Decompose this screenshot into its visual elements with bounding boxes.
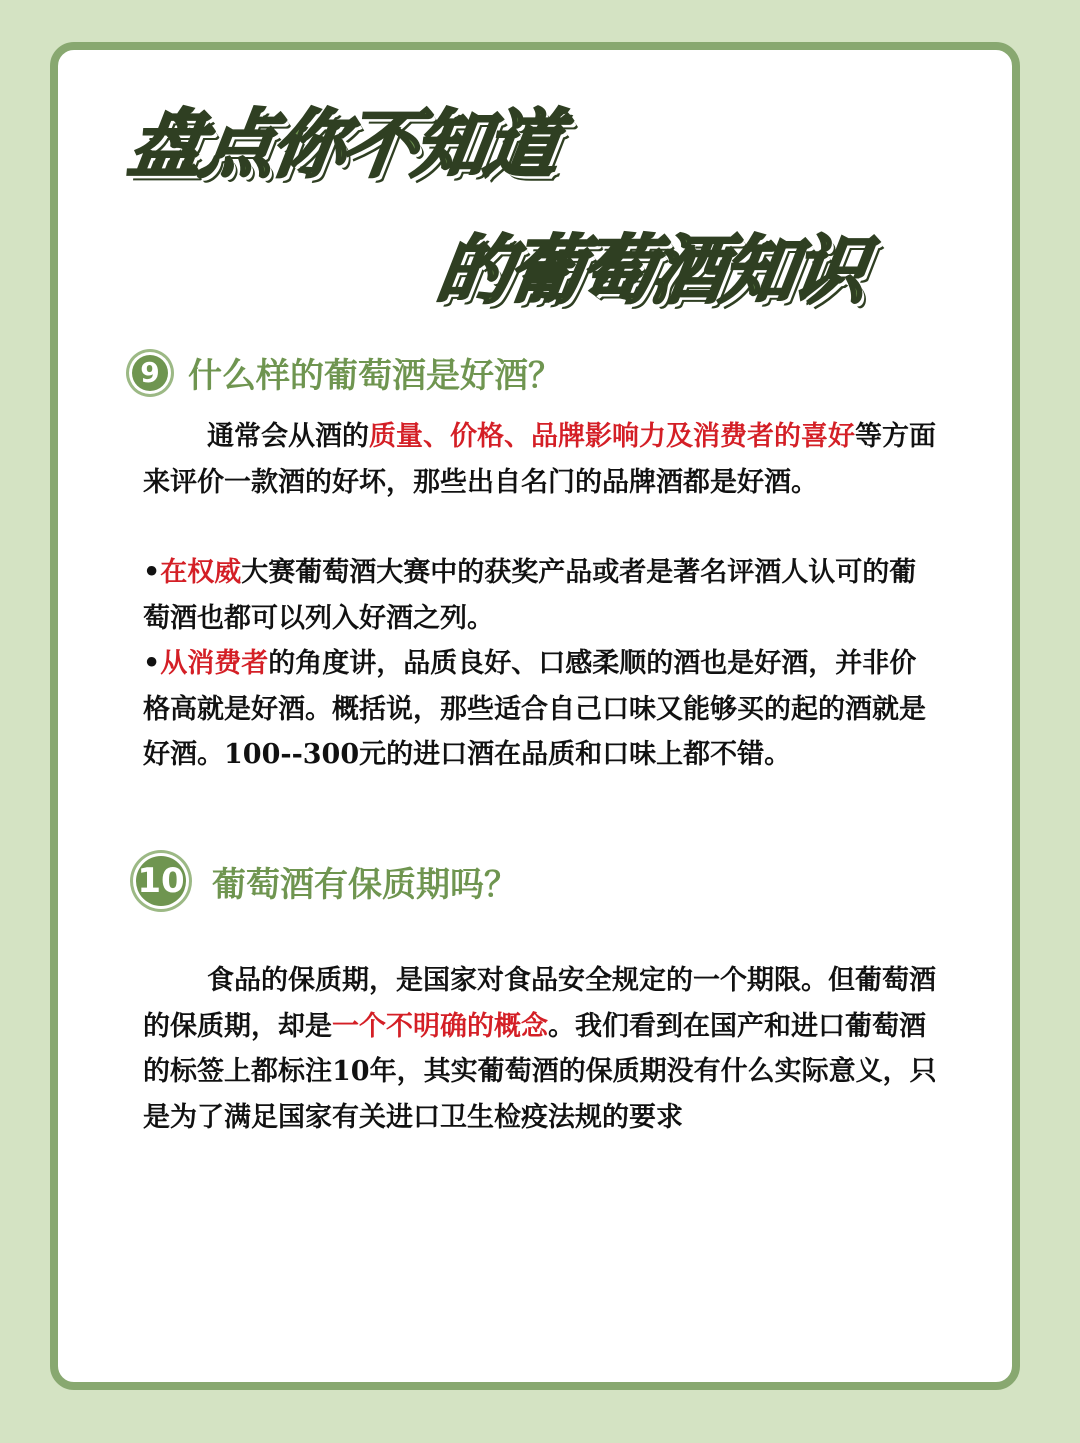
text: 等方面来评价一款酒的好坏，那些出自名门的品牌酒都是好酒。 — [143, 421, 936, 498]
section-9-paragraph-2 — [143, 550, 943, 641]
text: 大赛葡萄酒大赛中的获奖产品或者是著名评酒人认可的葡萄酒也都可以列入好酒之列。 — [143, 557, 917, 634]
bullet: • — [143, 557, 161, 588]
section-10-paragraph-1 — [143, 958, 943, 1140]
section-9-heading — [132, 348, 562, 397]
text: 食品的保质期，是国家对食品安全规定的一个期限。但葡萄酒的保质期，却是 — [143, 965, 936, 1042]
highlight-text: 从消费者 — [160, 648, 269, 679]
section-10-heading-text: 葡萄酒有保质期吗？ — [212, 864, 518, 905]
bullet: • — [143, 648, 161, 679]
section-9-paragraph-3 — [143, 641, 943, 778]
highlight-text: 一个不明确的概念 — [332, 1010, 548, 1042]
text: 。我们看到在国产和进口葡萄酒的标签上都标注10年，其实葡萄酒的保质期没有什么实际意义，只是为了满足国家有关进口卫生检疫法规的要求 — [143, 1010, 937, 1133]
section-10-number-badge: 10 — [136, 856, 186, 906]
text: 的角度讲，品质良好、口感柔顺的酒也是好酒，并非价格高就是好酒。概括说，那些适合自己口味又能够买的起的酒就是好酒。100--300元的进口酒在品质和口味上都不错。 — [143, 648, 926, 770]
section-9-paragraph-1 — [143, 414, 943, 505]
section-9-number-badge: 9 — [132, 355, 168, 391]
title-line-2: 的葡萄酒知识 — [431, 228, 871, 314]
text: 通常会从酒的 — [207, 421, 369, 452]
section-10-heading — [136, 856, 518, 906]
highlight-text: 在权威 — [160, 557, 242, 588]
title-line-1: 盘点你不知道 — [123, 102, 563, 188]
section-9-heading-text: 什么样的葡萄酒是好酒？ — [188, 356, 562, 396]
highlight-text: 质量、价格、品牌影响力及消费者的喜好 — [369, 421, 855, 452]
